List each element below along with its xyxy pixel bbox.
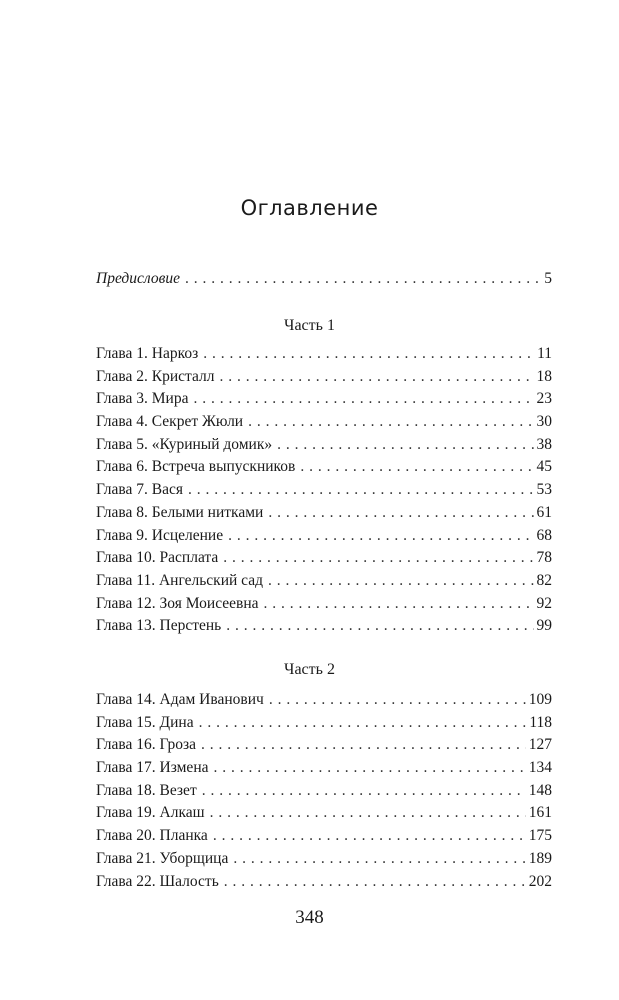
toc-entry-label: Глава 11. Ангельский сад — [96, 571, 263, 589]
dot-leader — [213, 825, 526, 848]
toc-entry-page: 30 — [536, 413, 552, 431]
toc-preface — [96, 268, 552, 291]
dot-leader — [210, 802, 526, 825]
dot-leader — [228, 525, 533, 548]
toc-entry-label: Глава 1. Наркоз — [96, 345, 199, 362]
toc-entry-page: 45 — [536, 458, 552, 476]
toc-entry-page: 118 — [529, 713, 552, 731]
dot-leader — [269, 689, 526, 712]
toc-entry[interactable] — [96, 780, 552, 803]
dot-leader — [277, 434, 533, 457]
toc-entry-label: Глава 7. Вася — [96, 481, 184, 499]
dot-leader — [233, 848, 525, 871]
toc-entry[interactable] — [96, 802, 552, 825]
toc-entry[interactable] — [96, 547, 552, 570]
dot-leader — [201, 734, 526, 757]
dot-leader — [188, 479, 533, 502]
page-number: 348 — [295, 907, 324, 928]
toc-entry-page: 61 — [536, 503, 552, 521]
toc-entry-page: 127 — [528, 736, 552, 754]
toc-entry-page: 38 — [536, 435, 552, 453]
dot-leader — [248, 411, 533, 434]
toc-entry-page: 23 — [536, 390, 552, 408]
dot-leader — [268, 570, 534, 593]
dot-leader — [185, 268, 541, 291]
toc-entry-page: 99 — [536, 617, 552, 635]
toc-entry-page: 202 — [528, 872, 552, 890]
toc-entry-label: Глава 22. Шалость — [96, 872, 219, 890]
toc-entry-label: Глава 20. Планка — [96, 827, 208, 845]
toc-entry[interactable] — [96, 434, 552, 457]
toc-entry-page: 82 — [536, 571, 552, 589]
dot-leader — [224, 871, 526, 894]
toc-entry[interactable] — [96, 848, 552, 871]
toc-entry-page: 78 — [536, 549, 552, 567]
dot-leader — [264, 593, 534, 616]
toc-entry[interactable] — [96, 615, 552, 638]
toc-entry-label: Глава 19. Алкаш — [96, 804, 205, 822]
toc-entry[interactable] — [96, 689, 552, 712]
dot-leader — [300, 456, 533, 479]
page-title: Оглавление — [240, 196, 379, 220]
toc-entry-label: Глава 2. Кристалл — [96, 367, 215, 385]
toc-entry-page: 18 — [536, 367, 552, 385]
toc-entry-label: Глава 6. Встреча выпускников — [96, 458, 296, 476]
toc-entry[interactable] — [96, 456, 552, 479]
toc-entry[interactable] — [96, 757, 552, 780]
toc-entry-label: Глава 16. Гроза — [96, 736, 197, 754]
part-2-heading: Часть 2 — [284, 661, 335, 678]
toc-entry-label: Глава 12. Зоя Моисеевна — [96, 594, 259, 612]
toc-entry-label: Глава 21. Уборщица — [96, 849, 229, 867]
toc-entry[interactable] — [96, 366, 552, 389]
toc-entry-page: 5 — [544, 270, 552, 287]
toc-entry-label: Глава 3. Мира — [96, 390, 189, 408]
toc-entry-label: Глава 15. Дина — [96, 713, 194, 731]
toc-entry-page: 53 — [536, 481, 552, 499]
part-1-chapter-list — [96, 343, 552, 638]
dot-leader — [203, 343, 534, 366]
toc-entry-page: 175 — [528, 827, 552, 845]
toc-entry-label: Глава 9. Исцеление — [96, 526, 224, 544]
toc-entry[interactable] — [96, 388, 552, 411]
dot-leader — [214, 757, 526, 780]
toc-entry-page: 92 — [536, 594, 552, 612]
dot-leader — [268, 502, 533, 525]
toc-entry[interactable] — [96, 871, 552, 894]
toc-entry[interactable] — [96, 411, 552, 434]
toc-entry-page: 68 — [536, 526, 552, 544]
toc-entry[interactable] — [96, 525, 552, 548]
dot-leader — [223, 547, 533, 570]
toc-entry[interactable] — [96, 502, 552, 525]
toc-entry-label: Глава 8. Белыми нитками — [96, 503, 264, 521]
toc-entry[interactable] — [96, 479, 552, 502]
dot-leader — [202, 780, 526, 803]
dot-leader — [220, 366, 534, 389]
dot-leader — [194, 388, 534, 411]
toc-entry-label: Предисловие — [96, 270, 180, 287]
toc-entry[interactable] — [96, 712, 552, 735]
toc-entry-label: Глава 18. Везет — [96, 781, 197, 799]
toc-entry-page: 189 — [528, 849, 552, 867]
toc-entry-label: Глава 13. Перстень — [96, 617, 222, 635]
toc-entry-label: Глава 10. Расплата — [96, 549, 219, 567]
toc-entry-label: Глава 5. «Куриный домик» — [96, 435, 273, 453]
toc-entry-page: 134 — [528, 759, 552, 777]
toc-entry-label: Глава 4. Секрет Жюли — [96, 413, 244, 431]
part-1-heading: Часть 1 — [284, 317, 335, 334]
toc-entry[interactable] — [96, 734, 552, 757]
dot-leader — [199, 712, 527, 735]
toc-entry-label: Глава 17. Измена — [96, 759, 209, 777]
toc-entry-page: 161 — [528, 804, 552, 822]
toc-entry-page: 109 — [528, 691, 552, 708]
toc-entry[interactable] — [96, 343, 552, 366]
toc-entry-label: Глава 14. Адам Иванович — [96, 691, 264, 708]
part-2-chapter-list — [96, 689, 552, 893]
toc-entry-page: 148 — [528, 781, 552, 799]
toc-entry-preface[interactable] — [96, 268, 552, 291]
toc-entry[interactable] — [96, 825, 552, 848]
toc-entry-page: 11 — [537, 345, 552, 362]
toc-entry[interactable] — [96, 593, 552, 616]
dot-leader — [226, 615, 533, 638]
toc-entry[interactable] — [96, 570, 552, 593]
